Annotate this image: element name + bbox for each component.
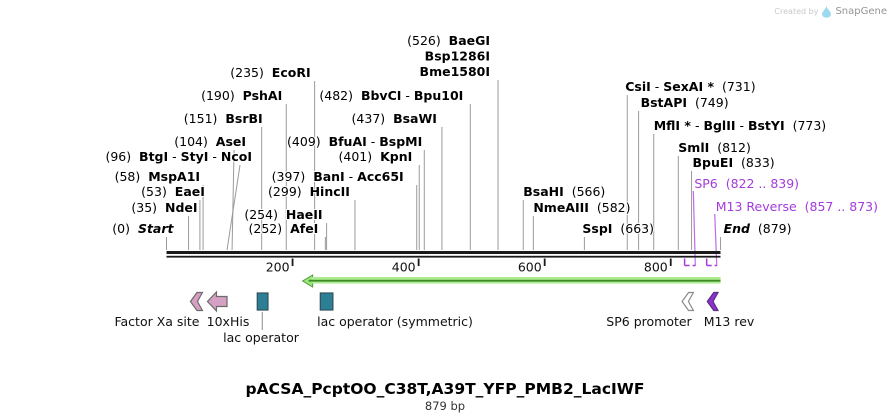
watermark-prefix: Created by [774,7,819,16]
site-label-bani: (397) BanI - Acc65I [271,169,404,184]
plasmid-length: 879 bp [424,399,466,413]
primer-leader-line [693,191,695,266]
gene-arrow-stripe [309,280,721,282]
site-label-smli: SmlI (812) [678,140,751,155]
ruler-tick-label: 800 [643,259,668,275]
site-label-haeii: (254) HaeII [244,207,323,222]
site-label-csii: CsiI - SexAI * (731) [625,79,756,94]
primer-label-m13-reverse: M13 Reverse (857 .. 873) [715,199,878,214]
site-label-nmeaiii: NmeAIII (582) [533,200,631,215]
primer-label-sp6: SP6 (822 .. 839) [694,176,800,191]
site-label-kpni: (401) KpnI [338,149,413,164]
site-label-hincii: (299) HincII [268,184,350,199]
feature-m13-rev [707,293,718,311]
ruler-tick-label: 200 [265,259,290,275]
feature-label-sp6-promoter: SP6 promoter [606,314,692,329]
feature-label-lac-operator: lac operator [223,330,299,345]
feature-lac-operator [257,293,268,310]
sequence-backbone [167,251,721,254]
site-label-afei: (252) AfeI [248,221,319,236]
site-label-sspi: SspI (663) [582,221,654,236]
site-label-bfuai: (409) BfuAI - BspMI [287,134,423,149]
site-label-ndei: (35) NdeI [131,200,198,215]
primer-leader-line [715,214,717,266]
feature-label-10xhis: 10xHis [206,314,250,329]
site-label-ecori: (235) EcoRI [230,65,311,80]
plasmid-title: pACSA_PcptOO_C38T,A39T_YFP_PMB2_LacIWF [245,380,645,398]
watermark-brand: SnapGene [835,6,887,17]
site-label-start: (0) Start [112,221,174,236]
site-label-bsrbi: (151) BsrBI [183,111,263,126]
feature-label-m13-rev: M13 rev [703,314,755,329]
ruler-tick-label: 400 [391,259,416,275]
leader-line [232,150,234,250]
feature-factor-xa-site [190,293,202,311]
site-label-mfli: MflI * - BglII - BstYI (773) [653,118,827,133]
sequence-backbone [167,256,721,258]
site-label-pshai: (190) PshAI [201,88,283,103]
site-label-asei: (104) AseI [174,134,247,149]
feature-lac-operator-symmetric [320,293,333,310]
site-label-bsp1286i: Bsp1286I [424,48,491,64]
site-label-mspa1i: (58) MspA1I [114,169,201,184]
site-label-bme1580i: Bme1580I [419,64,491,79]
ruler-tick-label: 600 [517,259,542,275]
site-label-baegi: (526) BaeGI [407,33,491,48]
site-label-bstapi: BstAPI (749) [640,95,729,110]
feature-label-lac-operator-symmetric: lac operator (symmetric) [317,314,473,329]
site-label-end: End (879) [723,221,792,236]
site-label-bsahi: BsaHI (566) [523,184,606,199]
site-label-btgi: (96) BtgI - StyI - NcoI [105,149,253,164]
feature-10xhis [207,292,227,311]
site-label-bsawi: (437) BsaWI [351,111,437,126]
site-label-bbvci: (482) BbvCI - Bpu10I [319,88,464,103]
site-label-bpuei: BpuEI (833) [692,155,775,170]
feature-label-factor-xa-site: Factor Xa site [114,314,200,329]
site-label-eaei: (53) EaeI [141,184,205,199]
feature-sp6-promoter [682,293,693,311]
